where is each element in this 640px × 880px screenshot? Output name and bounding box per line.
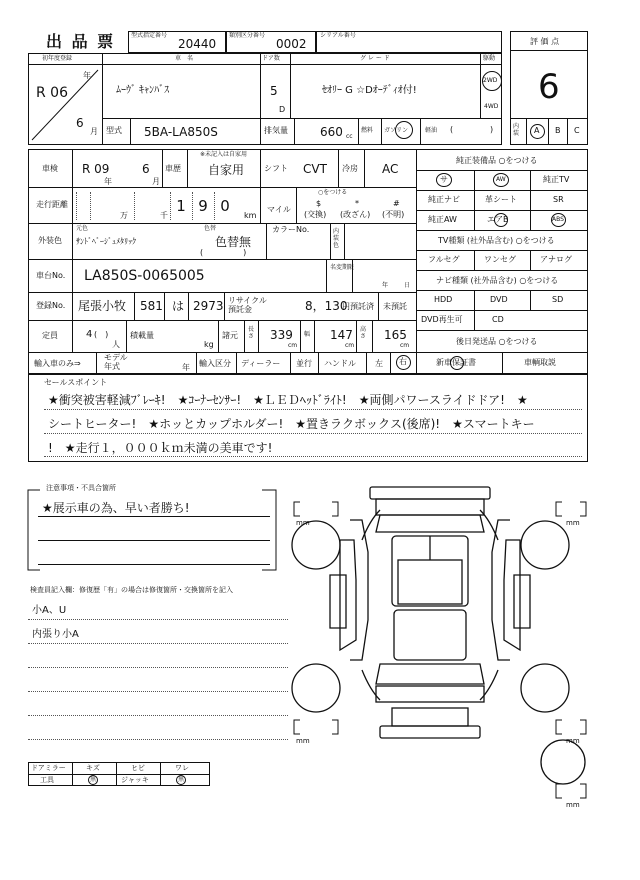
- cooler-value: AC: [382, 162, 399, 176]
- title-expiry-label: 名変期限: [330, 264, 355, 271]
- length-value: 339: [270, 328, 293, 342]
- later-header: 後日発送品 ○をつける: [456, 337, 538, 346]
- tv-full: フルセグ: [428, 255, 460, 264]
- first-reg-year-unit: 年: [83, 71, 91, 80]
- recycle-label: リサイクル預託金: [228, 296, 267, 314]
- class-no-label: 類別区分番号: [229, 32, 266, 39]
- mileage-digit: 0: [214, 192, 235, 220]
- title-expiry-day: 日: [404, 282, 411, 289]
- tv-type-header: TV種類 (社外品含む) ○をつける: [438, 236, 555, 245]
- mile-label: マイル: [267, 205, 291, 214]
- fuel-label: 燃料: [361, 127, 374, 134]
- inspector-line-1: 小A、U: [32, 605, 67, 616]
- mileage-digit: 1: [170, 192, 191, 220]
- equip-aw: AW: [496, 176, 506, 183]
- handle-label: ハンドル: [324, 359, 356, 368]
- navi-type-header: ナビ種類 (社外品含む) ○をつける: [436, 276, 559, 285]
- notes-label: 注意事項・不具合箇所: [46, 484, 116, 492]
- tool-mark: 無: [90, 776, 97, 783]
- displacement-label: 排気量: [264, 126, 288, 135]
- mileage-note: ○をつける: [318, 189, 348, 196]
- chassis-no: LA850S-0065005: [84, 268, 205, 284]
- jack-label: ジャッキ: [121, 776, 149, 784]
- exchange-label: (交換): [304, 210, 327, 219]
- height-label: 高さ: [360, 326, 367, 341]
- inspector-label: 検査員記入欄：修復歴「有」の場合は修復箇所・交換箇所を記入: [30, 586, 233, 594]
- mileage-digit: 9: [192, 192, 213, 220]
- dims-label: 諸元: [222, 331, 238, 340]
- crack-label: ヒビ: [131, 764, 145, 772]
- interior-label: 内装: [513, 123, 520, 137]
- unknown-label: (不明): [382, 210, 405, 219]
- navi-dvd: DVD: [490, 295, 508, 304]
- tool-label: 工具: [40, 776, 54, 784]
- doors-label: ドア数: [262, 55, 280, 62]
- history-note: ※未記入は自家用: [200, 151, 248, 158]
- car-name-label: 車 名: [175, 55, 194, 62]
- equip-sr: SR: [553, 195, 564, 204]
- first-reg-month-unit: 月: [90, 127, 98, 136]
- cert-no-value: 20440: [178, 37, 217, 51]
- history-value: 自家用: [208, 163, 245, 177]
- sen-unit: 千: [160, 211, 168, 220]
- man-unit: 万: [120, 211, 128, 220]
- navi-cd: CD: [492, 315, 504, 324]
- interior-color-label: 内装色: [333, 228, 340, 250]
- inspection-month: 6: [142, 162, 150, 176]
- import-parallel: 並行: [296, 359, 312, 368]
- recycle-unpaid: 未預託: [383, 302, 407, 311]
- exchange-mark: $: [316, 199, 322, 208]
- equip-navi: 純正ナビ: [428, 195, 460, 204]
- later-manual: 新車保証書: [436, 358, 476, 367]
- tv-one: ワンセグ: [484, 255, 516, 264]
- interior-b: B: [555, 126, 561, 135]
- model-label: 型式: [106, 126, 122, 135]
- equip-airbag: エアB: [487, 215, 509, 224]
- plate-region: 尾張小牧: [78, 299, 127, 313]
- orig-color: ｻﾝﾄﾞﾍﾞｰｼﾞｭﾒﾀﾘｯｸ: [76, 237, 136, 246]
- serial-label: シリアル番号: [320, 32, 356, 39]
- orig-color-label: 元色: [76, 225, 89, 232]
- navi-hdd: HDD: [434, 295, 453, 304]
- fuel-light: 軽油: [425, 127, 438, 134]
- score-label: 評 価 点: [530, 37, 560, 46]
- import-label: 輸入車のみ⇒: [34, 359, 81, 368]
- length-label: 長さ: [248, 326, 255, 341]
- drive-4wd: 4WD: [484, 103, 499, 110]
- history-label: 車歴: [165, 164, 181, 173]
- equip-tv: 純正TV: [543, 175, 570, 184]
- sales-line-1: ★衝突被害軽減ﾌﾞﾚｰｷ! ★ｺｰﾅｰｾﾝｻｰ! ★ＬＥＤﾍｯﾄﾞﾗｲﾄ! ★両側パワースライドドア! ★: [48, 393, 528, 407]
- handle-left: 左: [375, 359, 383, 368]
- shift-label: シフト: [264, 164, 288, 173]
- displacement-unit: cc: [346, 133, 353, 140]
- equipment-header: 純正装備品 ○をつける: [456, 156, 538, 165]
- load-label: 積載量: [130, 331, 154, 340]
- recycle-unit: 円預託済: [342, 302, 374, 311]
- km-unit: km: [244, 211, 257, 220]
- tv-analog: アナログ: [540, 255, 572, 264]
- width-unit: cm: [345, 342, 355, 349]
- tamper-mark: *: [355, 199, 359, 208]
- score-value: 6: [538, 67, 560, 107]
- first-reg-label: 初年度登録: [42, 55, 73, 62]
- width-value: 147: [330, 328, 353, 342]
- form-title: 出 品 票: [46, 32, 116, 51]
- title-expiry-year: 年: [382, 282, 389, 289]
- inspection-month-unit: 月: [152, 177, 160, 186]
- drive-label: 駆動: [483, 55, 496, 62]
- sales-line-3: ! ★走行１，０００ｋｍ未満の美車です!: [48, 441, 273, 455]
- unknown-mark: #: [393, 199, 400, 208]
- jack-mark: 無: [178, 776, 185, 783]
- model-value: 5BA-LA850S: [144, 125, 218, 139]
- registration-label: 登録No.: [36, 301, 66, 310]
- grade-label: グ レ ー ド: [360, 55, 390, 62]
- capacity-unit: 人: [112, 340, 120, 349]
- capacity-label: 定員: [42, 331, 58, 340]
- equip-sunroof: サ: [440, 175, 448, 184]
- model-year-unit: 年: [182, 363, 190, 372]
- width-label: 幅: [304, 331, 311, 338]
- color-no-label: カラーNo.: [272, 225, 310, 234]
- tamper-label: (改ざん): [340, 210, 371, 219]
- plate-number: 2973: [193, 299, 224, 313]
- sales-line-2: シートヒーター! ★ホッとカップホルダー! ★置きラクボックス(後席)! ★スマートキー: [48, 417, 535, 431]
- tire-unit-rl: mm: [296, 737, 310, 745]
- inspection-label: 車検: [42, 164, 58, 173]
- tire-unit-fl: mm: [296, 519, 310, 527]
- repaint-paren: ( ): [200, 248, 247, 257]
- handle-right: 右: [399, 357, 407, 366]
- equip-alloy: 純正AW: [428, 215, 457, 224]
- inspection-year: R 09: [82, 162, 110, 176]
- tire-unit-rr: mm: [566, 737, 580, 745]
- repaint-label: 色替: [204, 225, 217, 232]
- doors-sub: D: [279, 105, 286, 114]
- cert-no-label: 型式指定番号: [131, 32, 168, 39]
- break-label: ワレ: [175, 764, 189, 772]
- plate-class: 581: [140, 299, 163, 313]
- sales-label: セールスポイント: [44, 378, 108, 387]
- later-manual-book: 車輌取説: [524, 358, 556, 367]
- mileage-label: 走行距離: [36, 200, 68, 209]
- car-name-value: ﾑｰｳﾞ ｷｬﾝﾊﾞｽ: [116, 85, 170, 96]
- interior-c: C: [574, 126, 580, 135]
- chassis-label: 車台No.: [36, 271, 66, 280]
- shift-value: CVT: [303, 162, 327, 176]
- tire-unit-fr: mm: [566, 519, 580, 527]
- drive-2wd: 2WD: [483, 77, 498, 84]
- grade-value: ｾｵﾘｰ G ☆Dｵｰﾃﾞｨｵ付!: [322, 85, 417, 96]
- repaint-value: 色替無: [215, 235, 252, 249]
- interior-a: A: [534, 126, 540, 135]
- capacity-value: 4: [86, 329, 93, 340]
- import-dealer: ディーラー: [241, 359, 281, 368]
- height-unit: cm: [400, 342, 410, 349]
- load-unit: kg: [204, 340, 214, 349]
- tire-unit-spare: mm: [566, 801, 580, 809]
- navi-sd: SD: [552, 295, 564, 304]
- inspector-line-2: 内張り小A: [32, 629, 79, 640]
- first-reg-era: R 06: [36, 85, 68, 101]
- exterior-label: 外装色: [38, 236, 62, 245]
- cooler-label: 冷房: [342, 164, 358, 173]
- navi-dvd-play: DVD再生可: [421, 315, 463, 324]
- doors-value: 5: [270, 84, 278, 98]
- capacity-paren: ( ): [94, 330, 109, 339]
- inspection-year-unit: 年: [104, 177, 112, 186]
- class-no-value: 0002: [276, 37, 307, 51]
- model-year-label: モデル年式: [104, 353, 128, 371]
- fuel-gas: ガソリン: [384, 127, 409, 134]
- notes-line-1: ★展示車の為、早い者勝ち!: [42, 501, 190, 515]
- equip-leather: 革シート: [485, 195, 517, 204]
- first-reg-month: 6: [76, 116, 84, 130]
- scratch-label: キズ: [86, 764, 100, 772]
- mirror-label: ドアミラー: [31, 764, 66, 772]
- length-unit: cm: [288, 342, 298, 349]
- height-value: 165: [384, 328, 407, 342]
- equip-abs: ABS: [552, 216, 564, 223]
- recycle-amount: 8，130: [305, 299, 348, 313]
- displacement-value: 660: [320, 125, 343, 139]
- import-class-label: 輸入区分: [199, 359, 231, 368]
- plate-kana: は: [172, 299, 185, 313]
